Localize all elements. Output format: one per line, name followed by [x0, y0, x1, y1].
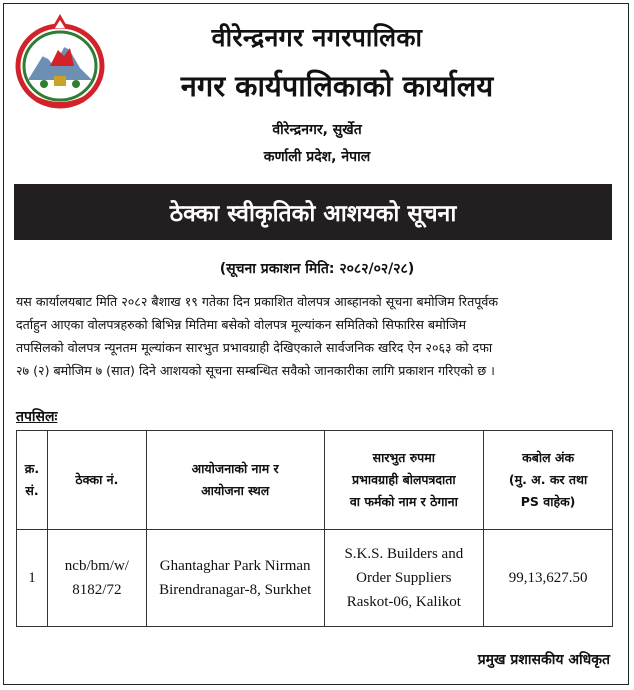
cell-sn: 1	[17, 530, 48, 627]
office-province: कर्णाली प्रदेश, नेपाल	[263, 149, 371, 165]
table-row	[17, 530, 613, 627]
office-address: वीरेन्द्रनगर, सुर्खेत	[272, 122, 362, 138]
municipality-name: वीरेन्द्रनगर नगरपालिका	[211, 23, 423, 52]
cell-contract-no: ncb/bm/w/ 8182/72	[47, 530, 146, 627]
header-amount: कबोल अंक (मु. अ. कर तथा PS वाहेक)	[484, 431, 613, 530]
notice-title: ठेक्का स्वीकृतिको आशयको सूचना	[169, 201, 457, 227]
cell-project: Ghantaghar Park Nirman Birendranagar-8, Surkhet	[146, 530, 324, 627]
header-contract-no: ठेक्का नं.	[47, 431, 146, 530]
tapasil-label: तपसिलः	[16, 409, 58, 425]
header-project: आयोजनाको नाम र आयोजना स्थल	[146, 431, 324, 530]
signatory-title: प्रमुख प्रशासकीय अधिकृत	[477, 652, 610, 668]
header-bidder: सारभुत रुपमा प्रभावग्राही बोलपत्रदाता वा फर्मको नाम र ठेगाना	[324, 431, 484, 530]
body-line: २७ (२) बमोजिम ७ (सात) दिने आशयको सूचना सम्बन्धित सवैको जानकारीका लागि प्रकाशन गरिएको छ ।	[16, 363, 495, 378]
office-name: नगर कार्यपालिकाको कार्यालय	[180, 69, 494, 103]
contract-table	[16, 430, 613, 627]
notice-body	[16, 290, 614, 382]
publication-date: (सूचना प्रकाशन मिति: २०८२/०२/२८)	[219, 261, 415, 277]
cell-bidder: S.K.S. Builders and Order Suppliers Raskot-06, Kalikot	[324, 530, 484, 627]
cell-amount: 99,13,627.50	[484, 530, 613, 627]
header-sn: क्र. सं.	[17, 431, 48, 530]
body-line: तपसिलको वोलपत्र न्यूनतम मूल्यांकन सारभुत प्रभावग्राही देखिएकाले सार्वजनिक खरिद ऐन २०६३ को दफा	[16, 340, 493, 355]
table-header-row	[17, 431, 613, 530]
notice-title-banner	[14, 184, 612, 240]
body-line: यस कार्यालयबाट मिति २०८२ बैशाख १९ गतेका दिन प्रकाशित वोलपत्र आब्हानको सूचना बमोजिम रितपूर्वक	[16, 294, 499, 309]
body-line: दर्ताहुन आएका वोलपत्रहरुको बिभिन्न मितिमा बसेको वोलपत्र मूल्यांकन समितिको सिफारिस बमोजिम	[16, 317, 466, 332]
